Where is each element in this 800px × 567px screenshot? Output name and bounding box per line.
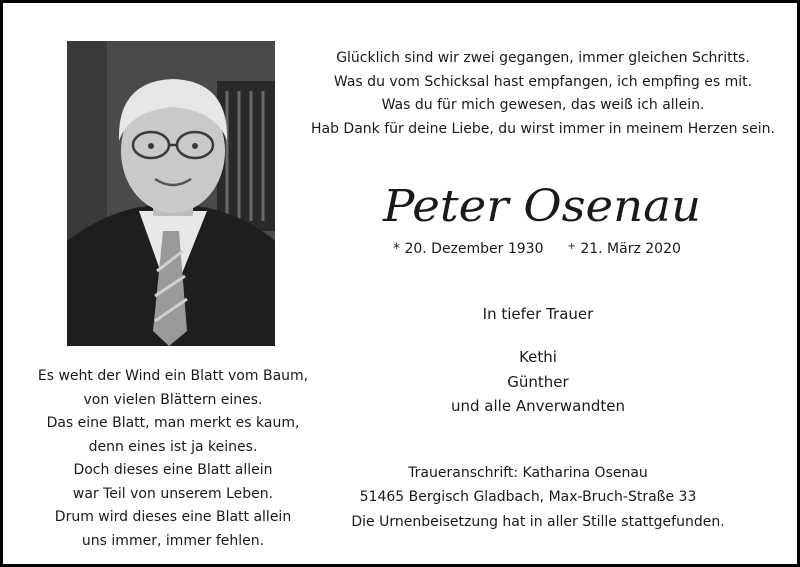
address-line: Traueranschrift: Katharina Osenau	[408, 465, 648, 481]
mourner-name: Günther	[507, 372, 569, 391]
portrait-photo	[67, 41, 275, 346]
deceased-name-script	[363, 173, 723, 233]
poem-top-line: Glücklich sind wir zwei gegangen, immer gleichen Schritts.	[336, 50, 750, 66]
burial-note: Die Urnenbeisetzung hat in aller Stille stattgefunden.	[351, 514, 725, 530]
mourning-line: In tiefer Trauer	[482, 305, 594, 323]
poem-top	[293, 47, 793, 141]
poem-left-line: war Teil von unserem Leben.	[72, 485, 274, 502]
poem-top-line: Was du vom Schicksal hast empfangen, ich empfing es mit.	[333, 73, 753, 90]
poem-left-line: Drum wird dieses eine Blatt allein	[54, 509, 292, 525]
portrait-image	[67, 41, 275, 346]
life-dates	[393, 241, 681, 257]
poem-left-line: von vielen Blättern eines.	[83, 391, 263, 408]
poem-left-line: uns immer, immer fehlen.	[81, 532, 265, 549]
mourner-name: und alle Anverwandten	[451, 397, 625, 415]
poem-left-line: Das eine Blatt, man merkt es kaum,	[46, 415, 300, 431]
address-line: 51465 Bergisch Gladbach, Max-Bruch-Straße 33	[359, 489, 697, 505]
poem-left	[23, 365, 323, 553]
death-date: 21. März 2020	[575, 241, 681, 257]
poem-left-line: Doch dieses eine Blatt allein	[73, 462, 273, 478]
death-cross: +	[567, 241, 576, 252]
poem-top-line: Was du für mich gewesen, das weiß ich allein.	[381, 97, 705, 113]
poem-top-line: Hab Dank für deine Liebe, du wirst immer in meinem Herzen sein.	[310, 120, 776, 137]
poem-left-line: Es weht der Wind ein Blatt vom Baum,	[37, 368, 309, 384]
mourner-list	[403, 345, 673, 419]
deceased-name-text: Peter Osenau	[381, 181, 701, 232]
mourner-name: Kethi	[519, 348, 557, 366]
birth-date: * 20. Dezember 1930	[393, 241, 544, 257]
mourning-address	[343, 461, 713, 509]
deceased-name	[363, 173, 723, 233]
poem-left-line: denn eines ist ja keines.	[88, 438, 258, 455]
